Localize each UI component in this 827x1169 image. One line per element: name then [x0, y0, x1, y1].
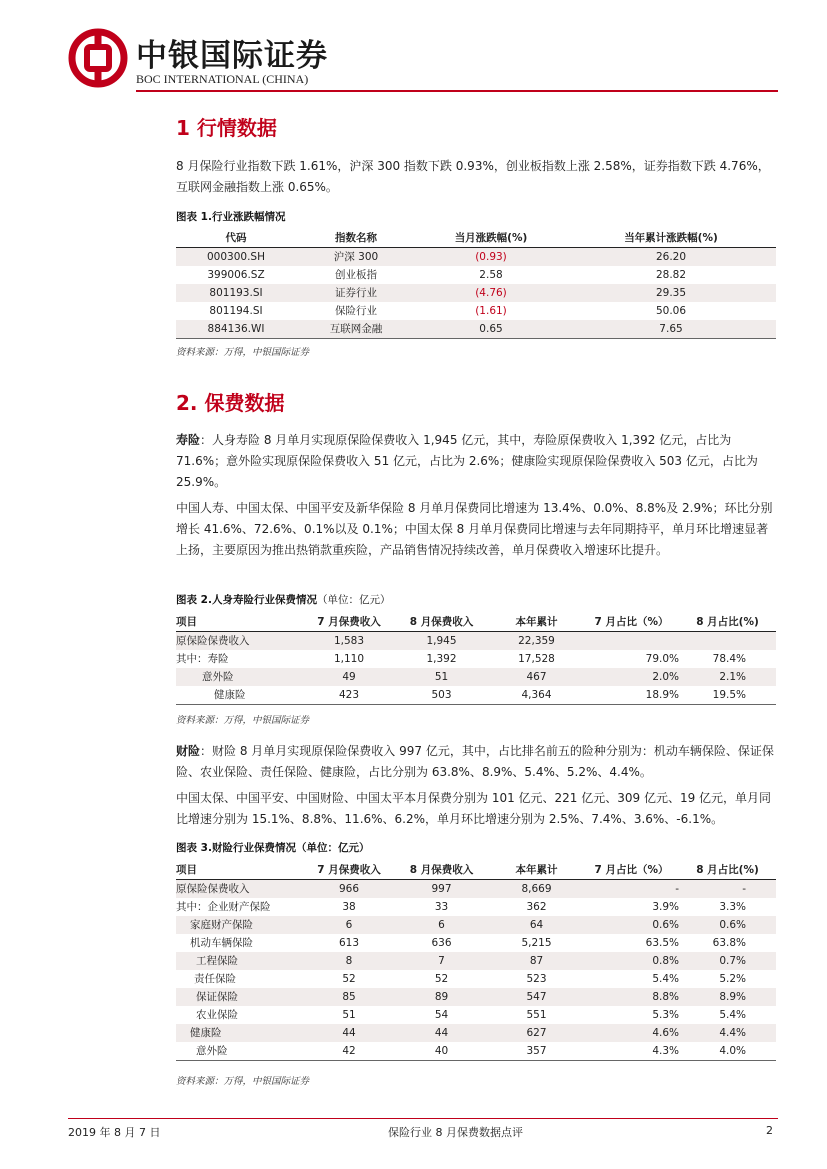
col-aug: 8 月保费收入	[394, 861, 489, 880]
cell: 63.8%	[712, 937, 746, 949]
cell: 29.35	[566, 284, 776, 302]
cell: 0.6%	[679, 916, 776, 934]
col-ytd: 本年累计	[489, 613, 584, 632]
cell: 42	[304, 1042, 394, 1061]
cell	[679, 632, 776, 651]
figure2-title-text: 图表 2.人身寿险行业保费情况	[176, 594, 317, 606]
table-row	[176, 880, 776, 899]
figure1-title: 图表 1.行业涨跌幅情况	[176, 211, 286, 223]
cell: 51	[394, 668, 489, 686]
cell: 52	[342, 973, 356, 985]
cell: 原保险保费收入	[176, 632, 304, 651]
cell: 966	[304, 880, 394, 899]
table-row	[176, 934, 776, 952]
cell: 8.9%	[679, 988, 776, 1006]
pc-paragraph	[176, 741, 776, 783]
cell: 54	[434, 1009, 449, 1021]
cell: 997	[394, 880, 489, 899]
table-row	[176, 668, 776, 686]
cell: 其中：寿险	[176, 653, 229, 665]
cell: 28.82	[655, 269, 687, 281]
cell: 884136.WI	[176, 320, 296, 339]
cell: 8	[304, 952, 394, 970]
cell: 保险行业	[335, 305, 377, 317]
market-paragraph: 8 月保险行业指数下跌 1.61%，沪深 300 指数下跌 0.93%，创业板指数上涨 2.58%，证券指数下跌 4.76%，互联网金融指数上涨 0.65%。	[176, 159, 770, 194]
cell: 399006.SZ	[207, 269, 265, 281]
col-jul: 7 月保费收入	[304, 613, 394, 632]
table-row	[176, 898, 776, 916]
col-item: 项目	[176, 861, 304, 880]
cell: 51	[342, 1009, 356, 1021]
cell: 613	[338, 937, 360, 949]
cell: -	[679, 880, 776, 899]
pc-text: ：财险 8 月单月实现原保险保费收入 997 亿元，其中，占比排名前五的险种分别为：机动车辆保险、保证保险、农业保险、责任保险、健康险，占比分别为 63.8%、8.9%、5.4%、5.2%、4.4%。	[176, 744, 774, 779]
pc-premium-table	[176, 861, 776, 1061]
cell: 26.20	[566, 248, 776, 267]
cell	[584, 632, 679, 651]
cell: 357	[489, 1042, 584, 1061]
pc-paragraph-2: 中国太保、中国平安、中国财险、中国太平本月保费分别为 101 亿元、221 亿元、309 亿元、19 亿元，单月同比增速分别为 15.1%、8.8%、11.6%、6.2%，单月环比增速分别为 2.5%、7.4%、3.6%、-6.1%。	[176, 791, 772, 826]
cell: 4.0%	[679, 1042, 776, 1061]
cell: 2.58	[479, 269, 503, 281]
cell: 5.2%	[719, 973, 746, 985]
cell: 责任保险	[194, 973, 236, 985]
cell: (0.93)	[416, 248, 566, 267]
cell: 意外险	[176, 668, 304, 686]
table-row	[176, 266, 776, 284]
cell: 0.65	[416, 320, 566, 339]
cell: 0.8%	[584, 952, 679, 970]
cell: 1,583	[304, 632, 394, 651]
cell: 22,359	[489, 632, 584, 651]
col-jul: 7 月保费收入	[304, 861, 394, 880]
cell: 44	[394, 1024, 489, 1042]
table-row	[176, 952, 776, 970]
cell: 健康险	[176, 1024, 304, 1042]
cell: (1.61)	[475, 305, 507, 317]
life-paragraph-2: 中国人寿、中国太保、中国平安及新华保险 8 月单月保费同比增速为 13.4%、0.0%、8.8%及 2.9%；环比分别增长 41.6%、72.6%、0.1%以及 0.1%；中国太保 8 月单月保费同比增速与去年同期持平，单月环比增速显著上扬，主要原因为推出热销款重疾险，产品销售情况持续改善，单月保费收入增速环比提升。	[176, 501, 773, 557]
cell: 2.1%	[679, 668, 776, 686]
cell: 7	[394, 952, 489, 970]
cell: 85	[304, 988, 394, 1006]
cell: 801194.SI	[209, 305, 263, 317]
cell: 44	[304, 1024, 394, 1042]
cell: 5.4%	[652, 973, 679, 985]
cell: 503	[394, 686, 489, 705]
table-row	[176, 650, 776, 668]
cell: 0.6%	[584, 916, 679, 934]
life-paragraph	[176, 430, 776, 493]
table-row	[176, 284, 776, 302]
cell: 证券行业	[296, 284, 416, 302]
cell: 636	[431, 937, 452, 949]
life-text: ：人身寿险 8 月单月实现原保险保费收入 1,945 亿元，其中，寿险原保费收入 1,392 亿元，占比为 71.6%；意外险实现原保险保费收入 51 亿元，占比为 2.6%；健康险实现原保险保费收入 503 亿元，占比为 25.9%。	[176, 433, 758, 489]
cell: 78.4%	[712, 653, 746, 665]
cell: 其中：企业财产保险	[176, 901, 271, 913]
brand-name-cn: 中银国际证券	[136, 38, 328, 74]
cell: 1,945	[394, 632, 489, 651]
cell: 6	[304, 916, 394, 934]
boc-logo-icon	[68, 28, 128, 88]
cell: 1,392	[426, 653, 457, 665]
pc-label: 财险	[176, 744, 201, 758]
cell: 机动车辆保险	[190, 937, 253, 949]
cell: 38	[342, 901, 356, 913]
figure1-source: 资料来源：万得，中银国际证券	[176, 347, 310, 358]
cell: (4.76)	[416, 284, 566, 302]
footer-divider	[68, 1118, 778, 1119]
cell: 工程保险	[176, 952, 304, 970]
cell: 523	[526, 973, 547, 985]
cell: 8.8%	[584, 988, 679, 1006]
col-month-change: 当月涨跌幅(%)	[416, 229, 566, 248]
cell: 8,669	[489, 880, 584, 899]
cell: 362	[526, 901, 547, 913]
footer-page-number: 2	[766, 1124, 773, 1137]
table-row	[176, 988, 776, 1006]
table-row	[176, 632, 776, 651]
cell: 沪深 300	[296, 248, 416, 267]
cell: 40	[394, 1042, 489, 1061]
cell: 6	[394, 916, 489, 934]
cell: 551	[526, 1009, 547, 1021]
cell: 家庭财产保险	[176, 916, 304, 934]
cell: 4.3%	[584, 1042, 679, 1061]
cell: 79.0%	[645, 653, 679, 665]
cell: 33	[434, 901, 449, 913]
cell: 互联网金融	[296, 320, 416, 339]
brand-name-en: BOC INTERNATIONAL (CHINA)	[136, 72, 309, 86]
figure2-source: 资料来源：万得，中银国际证券	[176, 715, 310, 726]
col-aug-share: 8 月占比(%)	[679, 861, 776, 880]
life-premium-table	[176, 613, 776, 705]
table-row	[176, 1042, 776, 1061]
cell: -	[584, 880, 679, 899]
cell: 保证保险	[176, 988, 304, 1006]
col-ytd-change: 当年累计涨跌幅(%)	[566, 229, 776, 248]
cell: 健康险	[176, 686, 304, 705]
footer-doc-title: 保险行业 8 月保费数据点评	[388, 1126, 523, 1139]
figure3-title: 图表 3.财险行业保费情况（单位：亿元）	[176, 842, 370, 854]
cell: 4.6%	[584, 1024, 679, 1042]
cell: 5,215	[521, 937, 552, 949]
col-ytd: 本年累计	[489, 861, 584, 880]
life-label: 寿险	[176, 433, 201, 447]
cell: 5.4%	[719, 1009, 746, 1021]
section-title-market: 1 行情数据	[176, 116, 277, 140]
cell: 创业板指	[335, 269, 377, 281]
cell: 627	[489, 1024, 584, 1042]
cell: 3.9%	[652, 901, 679, 913]
col-aug: 8 月保费收入	[394, 613, 489, 632]
cell: 17,528	[518, 653, 555, 665]
table-row	[176, 970, 776, 988]
table-row	[176, 1024, 776, 1042]
cell: 64	[489, 916, 584, 934]
col-index-name: 指数名称	[296, 229, 416, 248]
figure3-source: 资料来源：万得，中银国际证券	[176, 1076, 310, 1087]
cell: 87	[489, 952, 584, 970]
cell: 801193.SI	[176, 284, 296, 302]
cell: 4,364	[489, 686, 584, 705]
col-item: 项目	[176, 613, 304, 632]
cell: 5.3%	[652, 1009, 679, 1021]
cell: 49	[304, 668, 394, 686]
cell: 89	[394, 988, 489, 1006]
table-row	[176, 320, 776, 339]
section-title-premium: 2. 保费数据	[176, 391, 285, 415]
table-row	[176, 686, 776, 705]
figure2-title	[176, 592, 390, 607]
cell: 原保险保费收入	[176, 880, 304, 899]
cell: 2.0%	[584, 668, 679, 686]
cell: 意外险	[176, 1042, 304, 1061]
cell: 7.65	[566, 320, 776, 339]
cell: 19.5%	[679, 686, 776, 705]
table-row	[176, 916, 776, 934]
table-row	[176, 302, 776, 320]
cell: 000300.SH	[176, 248, 296, 267]
cell: 52	[434, 973, 449, 985]
index-performance-table	[176, 229, 776, 339]
cell: 423	[304, 686, 394, 705]
cell: 1,110	[333, 653, 365, 665]
cell: 农业保险	[196, 1009, 238, 1021]
cell: 547	[489, 988, 584, 1006]
col-aug-share: 8 月占比(%)	[679, 613, 776, 632]
col-code: 代码	[176, 229, 296, 248]
table-row	[176, 248, 776, 267]
figure2-unit: （单位：亿元）	[316, 594, 391, 606]
cell: 18.9%	[584, 686, 679, 705]
cell: 4.4%	[679, 1024, 776, 1042]
col-jul-share: 7 月占比（%）	[584, 861, 679, 880]
footer-date: 2019 年 8 月 7 日	[68, 1126, 161, 1139]
cell: 0.7%	[679, 952, 776, 970]
cell: 50.06	[655, 305, 687, 317]
cell: 63.5%	[645, 937, 679, 949]
table-row	[176, 1006, 776, 1024]
cell: 467	[489, 668, 584, 686]
header-divider	[136, 90, 778, 92]
cell: 3.3%	[719, 901, 746, 913]
col-jul-share: 7 月占比（%）	[584, 613, 679, 632]
